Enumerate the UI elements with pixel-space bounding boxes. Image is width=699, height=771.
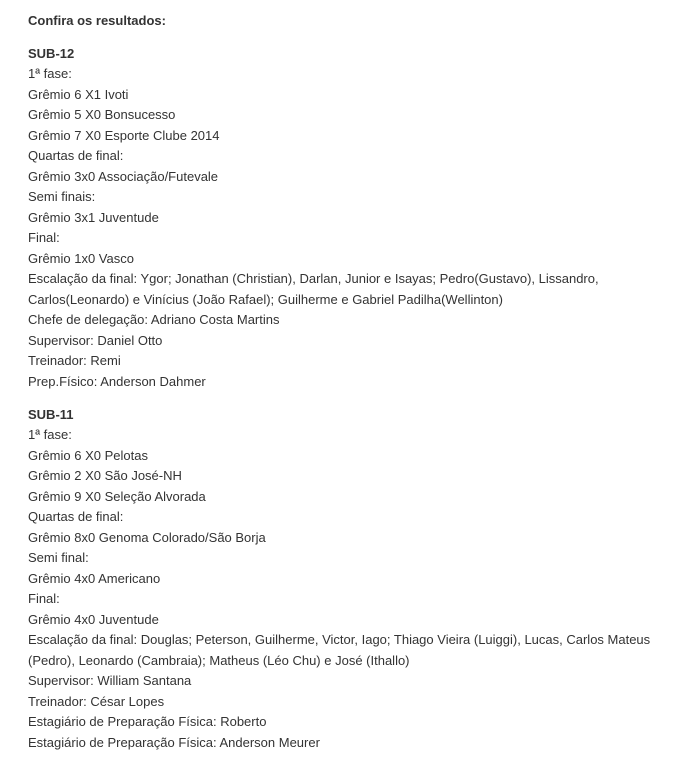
match-result: Grêmio 7 X0 Esporte Clube 2014 bbox=[28, 127, 220, 143]
text-line: Final: bbox=[28, 591, 60, 606]
staff-line: Estagiário de Preparação Física: Anderson Meurer bbox=[28, 734, 320, 750]
match-result: Grêmio 4x0 Juventude bbox=[28, 611, 159, 627]
staff-line: Treinador: César Lopes bbox=[28, 693, 165, 709]
match-result: Grêmio 2 X0 São José-NH bbox=[28, 468, 182, 483]
match-result: Grêmio 4x0 Americano bbox=[28, 570, 161, 586]
text-line: Semi final: bbox=[28, 550, 89, 565]
match-result: Grêmio 8x0 Genoma Colorado/São Borja bbox=[28, 529, 266, 545]
section-sub-12 bbox=[28, 44, 681, 392]
match-result: Grêmio 3x1 Juventude bbox=[28, 209, 159, 225]
section-title: SUB-11 bbox=[28, 407, 74, 422]
text-line: Semi finais: bbox=[28, 189, 96, 204]
text-line: 1ª fase: bbox=[28, 66, 72, 81]
intro-heading: Confira os resultados: bbox=[28, 13, 166, 28]
match-result: Grêmio 6 X1 Ivoti bbox=[28, 86, 129, 102]
section-title: SUB-12 bbox=[28, 46, 75, 61]
text-line: 1ª fase: bbox=[28, 427, 72, 442]
text-line: Quartas de final: bbox=[28, 148, 124, 163]
staff-line: Estagiário de Preparação Física: Roberto bbox=[28, 714, 267, 729]
text-line: Final: bbox=[28, 230, 60, 245]
match-result: Grêmio 5 X0 Bonsucesso bbox=[28, 107, 176, 122]
lineup-text: Escalação da final: Douglas; Peterson, Guilherme, Victor, Iago; Thiago Vieira (Luiggi), Lucas, Carlos Mateus (Pedro), Leonardo (Cambraia); Matheus (Léo Chu) e José (Ithallo) bbox=[28, 632, 651, 668]
staff-line: Supervisor: Daniel Otto bbox=[28, 332, 163, 348]
staff-line: Supervisor: William Santana bbox=[28, 673, 192, 688]
staff-line: Treinador: Remi bbox=[28, 353, 121, 368]
staff-line: Prep.Físico: Anderson Dahmer bbox=[28, 373, 206, 389]
text-line: Quartas de final: bbox=[28, 509, 124, 524]
match-result: Grêmio 9 X0 Seleção Alvorada bbox=[28, 488, 206, 504]
match-result: Grêmio 3x0 Associação/Futevale bbox=[28, 168, 219, 184]
match-result: Grêmio 6 X0 Pelotas bbox=[28, 447, 148, 463]
section-sub-11 bbox=[28, 405, 681, 753]
staff-line: Chefe de delegação: Adriano Costa Martins bbox=[28, 312, 280, 327]
match-result: Grêmio 1x0 Vasco bbox=[28, 250, 134, 266]
lineup-text: Escalação da final: Ygor; Jonathan (Christian), Darlan, Junior e Isayas; Pedro(Gustavo), Lissandro, Carlos(Leonardo) e Vinícius (João Rafael); Guilherme e Gabriel Padilha(Wellinton) bbox=[28, 271, 599, 307]
